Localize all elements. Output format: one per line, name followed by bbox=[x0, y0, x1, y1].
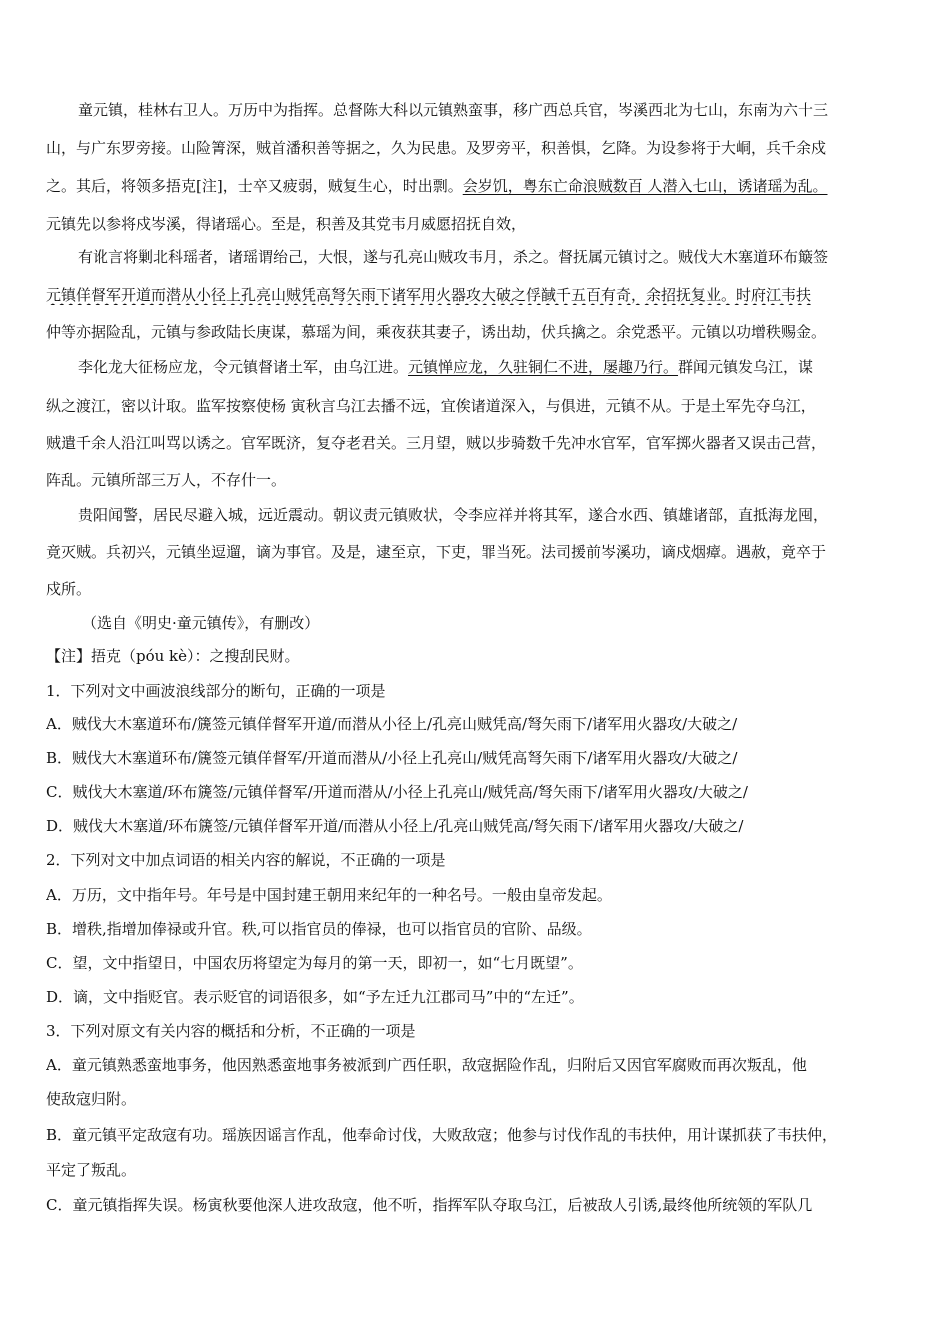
passage-line: 童元镇，桂林右卫人。万历中为指挥。总督陈大科以元镇熟蛮事，移广西总兵官，岑溪西北为七山，东南为六十三 bbox=[78, 101, 829, 119]
option-b-continued[interactable]: 平定了叛乱。 bbox=[46, 1161, 137, 1179]
passage-text: 之。其后，将领多捂克[注]，士卒又疲弱，贼复生心，时出剽。 bbox=[46, 177, 463, 195]
option-a[interactable]: A．贼伐大木塞道环布/篪签元镇佯督军开道/而潜从小径上/孔亮山贼凭高/弩矢雨下/诸军用火器攻/大破之/ bbox=[46, 715, 738, 733]
passage-line: 有讹言将剿北科瑶者，诸瑶谓绐己，大恨，遂与孔亮山贼攻韦月，杀之。督抚属元镇讨之。贼伐大木塞道环布簸签 bbox=[78, 248, 829, 266]
option-a-continued[interactable]: 使敌寇归附。 bbox=[46, 1090, 137, 1108]
wavy-passage-line bbox=[46, 285, 906, 305]
question-stem: 2．下列对文中加点词语的相关内容的解说，不正确的一项是 bbox=[46, 851, 446, 869]
underlined-sentence: 元镇惮应龙，久驻铜仁不进，屡趣乃行。 bbox=[408, 358, 679, 376]
option-c[interactable]: C．童元镇指挥失误。杨寅秋要他深人进攻敌寇，他不听，指挥军队夺取乌江，后被敌人引诱,最终他所统领的军队几 bbox=[46, 1196, 813, 1214]
passage-line: 竟灭贼。兵初兴，元镇坐逗遛，谪为事官。及是，逮至京，下吏，罪当死。法司援前岑溪功，谪戍烟瘴。遇赦，竟卒于 bbox=[46, 543, 827, 561]
option-b[interactable]: B．贼伐大木塞道环布/篪签元镇佯督军/开道而潜从/小径上孔亮山/贼凭高弩矢雨下/诸军用火器攻/大破之/ bbox=[46, 749, 738, 767]
passage-text: 李化龙大征杨应龙，令元镇督诸土军，由乌江进。 bbox=[78, 358, 409, 376]
passage-line: 贵阳闻警，居民尽避入城，远近震动。朝议责元镇败状，令李应祥并将其军，遂合水西、镇雄诸部，直抵海龙囤， bbox=[78, 506, 829, 524]
passage-line: 仲等亦据险乱，元镇与参政陆长庚谋，慕瑶为间，乘夜获其妻子，诱出劫，伏兵擒之。余党悉平。元镇以功增秩赐金。 bbox=[46, 323, 827, 341]
option-a[interactable]: A．万历，文中指年号。年号是中国封建王朝用来纪年的一种名号。一般由皇帝发起。 bbox=[46, 886, 612, 904]
question-stem: 1．下列对文中画波浪线部分的断句，正确的一项是 bbox=[46, 682, 386, 700]
footnote: 【注】捂克（póu kè）：之搜刮民财。 bbox=[46, 647, 300, 665]
option-d[interactable]: D．贼伐大木塞道/环布篪签/元镇佯督军开道/而潜从小径上/孔亮山贼凭高/弩矢雨下/诸军用火器攻/大破之/ bbox=[46, 817, 744, 835]
passage-text: 群闻元镇发乌江，谋 bbox=[678, 358, 814, 376]
option-d[interactable]: D．谪，文中指贬官。表示贬官的词语很多，如“予左迁九江郡司马”中的“左迁”。 bbox=[46, 988, 584, 1006]
source-citation: （选自《明史·童元镇传》，有删改） bbox=[82, 614, 320, 632]
passage-line: 戍所。 bbox=[46, 580, 92, 598]
passage-line: 元镇先以参将戍岑溪，得诸瑶心。至是，积善及其党韦月威愿招抚自效， bbox=[46, 215, 527, 233]
option-b[interactable]: B．增秩,指增加俸禄或升官。秩,可以指官员的俸禄，也可以指官员的官阶、品级。 bbox=[46, 920, 592, 938]
passage-line: 纵之渡江，密以计取。监军按察使杨 寅秋言乌江去播不远，宜俟诸道深入，与俱进，元镇不从。于是土军先夺乌江， bbox=[46, 397, 816, 415]
option-b[interactable]: B．童元镇平定敌寇有功。瑶族因谣言作乱，他奉命讨伐，大败敌寇；他参与讨伐作乱的韦扶仲，用计谋抓获了韦扶仲， bbox=[46, 1126, 838, 1144]
wavy-underlined-text: 元镇佯督军开道而潜从小径上孔亮山贼凭高弩矢雨下诸军用火器攻大破之俘馘千五百有奇，余招抚复业。时府江韦扶 bbox=[46, 286, 812, 304]
option-a[interactable]: A．童元镇熟悉蛮地事务，他因熟悉蛮地事务被派到广西任职，敌寇据险作乱，归附后又因官军腐败而再次叛乱，他 bbox=[46, 1056, 807, 1074]
passage-line bbox=[46, 176, 906, 196]
passage-line: 贼遣千余人沿江叫骂以诱之。官军既济，复夺老君关。三月望，贼以步骑数千先冲水官军，官军掷火器者又误击己营， bbox=[46, 434, 827, 452]
option-c[interactable]: C．望，文中指望日，中国农历将望定为每月的第一天，即初一，如“七月既望”。 bbox=[46, 954, 583, 972]
option-c[interactable]: C．贼伐大木塞道/环布篪签/元镇佯督军/开道而潜从/小径上孔亮山/贼凭高/弩矢雨下/诸军用火器攻/大破之/ bbox=[46, 783, 748, 801]
passage-line bbox=[46, 357, 906, 377]
passage-line: 山，与广东罗旁接。山险箐深，贼首潘积善等据之，久为民患。及罗旁平，积善惧，乞降。为设参将于大峒，兵千余戍 bbox=[46, 139, 827, 157]
underlined-sentence: 会岁饥，粤东亡命浪贼数百 人潜入七山，诱诸瑶为乱。 bbox=[462, 177, 828, 195]
question-stem: 3．下列对原文有关内容的概括和分析，不正确的一项是 bbox=[46, 1022, 416, 1040]
passage-line: 阵乱。元镇所部三万人，不存什一。 bbox=[46, 471, 287, 489]
